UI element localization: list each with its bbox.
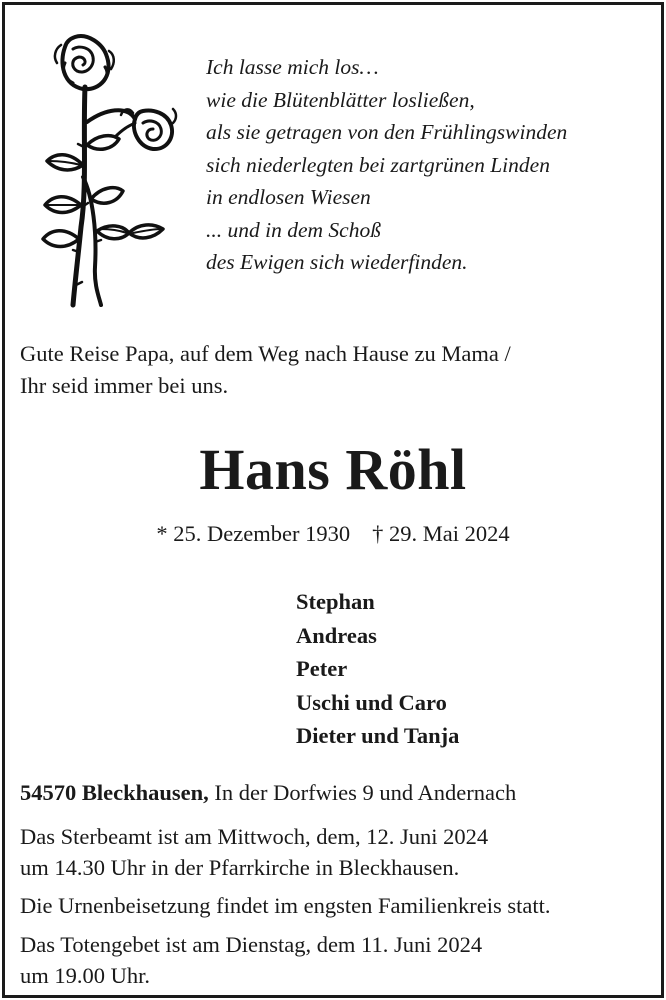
life-dates [5,519,661,549]
mourner-name: Dieter und Tanja [296,723,460,748]
death-date: † 29. Mai 2024 [372,521,510,546]
address-town: 54570 Bleckhausen, [20,780,209,805]
farewell-line: Ihr seid immer bei uns. [20,373,229,398]
deceased-name: Hans Röhl [199,437,467,502]
mourner-name: Peter [296,656,348,681]
notice-line: Das Sterbeamt ist am Mittwoch, dem, 12. Juni 2024 [20,824,489,849]
poem-line: wie die Blütenblätter losließen, [206,87,475,112]
rose-illustration-icon [35,27,180,312]
poem-line: in endlosen Wiesen [206,185,371,209]
notice-line: Die Urnenbeisetzung findet im engsten Familienkreis statt. [20,893,551,918]
farewell-message [20,338,650,402]
poem-line: des Ewigen sich wiederfinden. [206,250,468,274]
notice-line: um 19.00 Uhr. [20,963,151,988]
notice-line: Das Totengebet ist am Dienstag, dem 11. Juni 2024 [20,932,483,957]
address-details: In der Dorfwies 9 und Andernach [214,780,517,805]
poem-line: ... und in dem Schoß [206,217,381,242]
poem-line: sich niederlegten bei zartgrünen Linden [206,152,550,177]
birth-date: * 25. Dezember 1930 [156,521,351,546]
poem [206,51,646,279]
poem-line: Ich lasse mich los… [206,55,379,79]
poem-line: als sie getragen von den Frühlingswinden [206,120,568,144]
notice-line: um 14.30 Uhr in der Pfarrkirche in Bleckhausen. [20,855,460,880]
prayer-notice [20,929,665,991]
funeral-mass-notice [20,821,665,883]
mourner-name: Uschi und Caro [296,689,447,715]
obituary-notice [2,2,664,998]
family-address [20,777,660,809]
farewell-line: Gute Reise Papa, auf dem Weg nach Hause zu Mama / [20,341,511,366]
mourner-name: Stephan [296,589,375,614]
mourners-list [296,585,459,753]
mourner-name: Andreas [296,622,377,648]
urn-burial-notice [20,890,665,921]
